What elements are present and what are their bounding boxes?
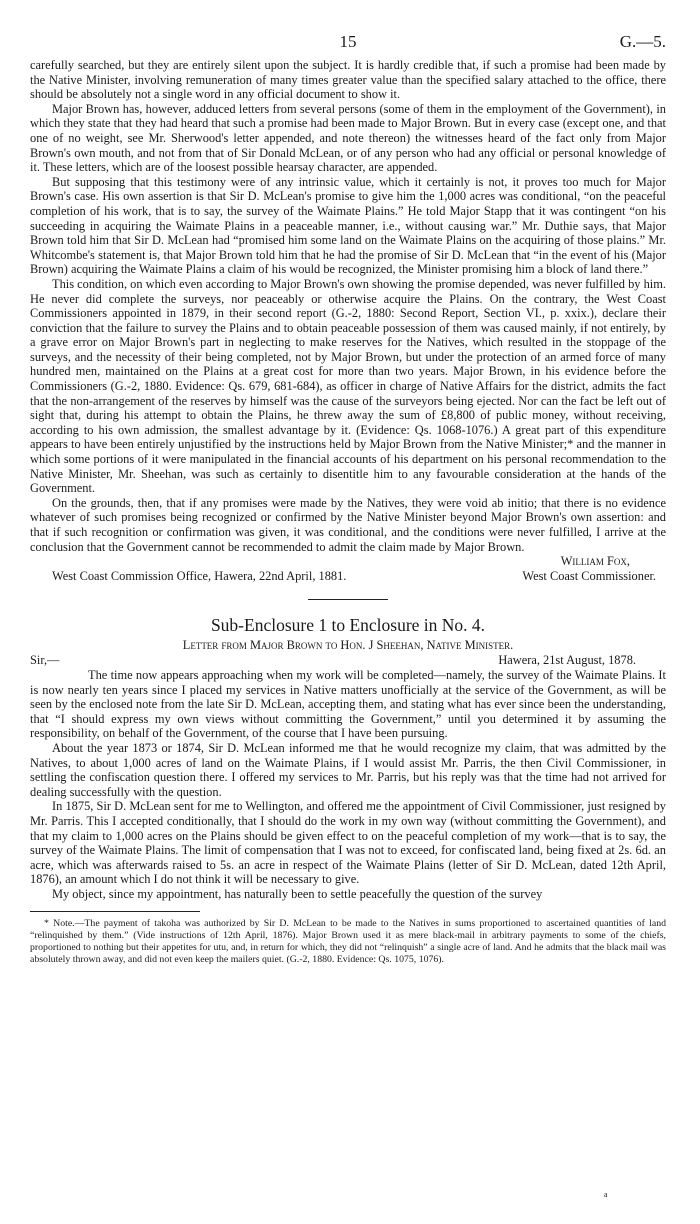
signatory-title: West Coast Commissioner. bbox=[522, 568, 656, 583]
letter-body bbox=[30, 668, 666, 902]
document-reference: G.—5. bbox=[619, 32, 666, 51]
page-number: 15 bbox=[339, 32, 357, 51]
sub-enclosure-heading: Sub-Enclosure 1 to Enclosure in No. 4. bbox=[210, 615, 486, 636]
letter-description: Letter from Major Brown to Hon. J Sheehan, Native Minister. bbox=[182, 638, 514, 653]
footnote-divider bbox=[30, 911, 200, 912]
paragraph: On the grounds, then, that if any promises were made by the Natives, they were void ab initio; that there is no evidence whatever of such promises being recognized or confirmed by the Native Minister beyond Major Brown's own assertion: and that if such recognition or confirmation was given, it was conditional, and the conditions were never fulfilled, I arrive at the conclusion that the Government cannot be recommended to admit the claim made by Major Brown. bbox=[30, 495, 666, 554]
paragraph: carefully searched, but they are entirely silent upon the subject. It is hardly credible that, if such a promise had been made by the Native Minister, involving remuneration of many times greater value than the specified salary attached to the office, there should be absolutely not a single word in any official document to show it. bbox=[30, 58, 666, 102]
letter-salutation-row bbox=[30, 653, 666, 668]
paragraph: In 1875, Sir D. McLean sent for me to Wellington, and offered me the appointment of Civil Commissioner, just resigned by Mr. Parris. This I accepted conditionally, that I should do the work in my own way (without committing the Government), and that my claim to 1,000 acres on the Plains should be given effect to on the peaceful completion of my work—that is to say, the survey of the Waimate Plains. The limit of compensation that I was not to exceed, for confiscated land, being fixed at 2s. 6d. an acre, which was afterwards raised to 5s. an acre in respect of the Waimate Plains (letter of Sir D. McLean, dated 12th April, 1876), an amount which I do not think it will be necessary to give. bbox=[30, 799, 666, 887]
paragraph: The time now appears approaching when my work will be completed—namely, the survey of the Waimate Plains. It is now nearly ten years since I placed my services in Native matters unofficially at the service of the Government, as will be seen by the enclosed note from the late Sir D. McLean, accepting them, and stating what has ever since been the understanding, that “I should express my own views without committing the Government,” until you determined it by assuming the responsibility, on behalf of the Government, of the course that I have been pursuing. bbox=[30, 667, 666, 741]
signature-line bbox=[30, 569, 666, 584]
paragraph: This condition, on which even according to Major Brown's own showing the promise depended, was never fulfilled by him. He never did complete the surveys, nor peaceably or otherwise acquire the Plains. On the contrary, the West Coast Commissioners appointed in 1879, in their second report (G.-2, 1880: Second Report, Section VI., p. xxix.), declare their conviction that the failure to survey the Plains and to obtain peaceable possession of them was caused mainly, if not entirely, by a grave error on Major Brown's part in neglecting to make reserves for the Natives, which resulted in the stoppage of the surveys, and the necessity of their being completed, not by Major Brown, but under the protection of an armed force of many hundred men, maintained on the Plains at a great cost for more than two years. Major Brown, in his evidence before the Commissioners (G.-2, 1880. Evidence: Qs. 679, 681-684), as officer in charge of Native Affairs for the district, admits the fact that the non-arrangement of the reserves by himself was the cause of the surveyors being ejected. Nor can the fact be left out of sight that, during his attempt to obtain the Plains, he threw away the sum of £8,800 of public money, without receiving, according to his own admission, the smallest advantage by it. (Evidence: Qs. 1068-1076.) A great part of this expenditure appears to have been entirely unjustified by the instructions held by Major Brown from the Native Minister;* and the manner in which some portions of it were manipulated in the financial accounts of his department on his personal recommendation to the Native Minister, Mr. Sheehan, was such as certainly to disentitle him to any favourable consideration at the hands of the Government. bbox=[30, 276, 666, 496]
paragraph: Major Brown has, however, adduced letters from several persons (some of them in the employment of the Government), in which they state that they had heard that such a promise had been made to Major Brown. But in every case (except one, and that one of no weight, see Mr. Sherwood's letter appended, and note thereon) the witnesses heard of the fact only from Major Brown's own mouth, and not from that of Sir Donald McLean, or of any person who had any official or personal knowledge of it. These letters, which are of the loosest possible hearsay character, are appended. bbox=[30, 101, 666, 175]
salutation: Sir,— bbox=[30, 653, 60, 668]
paragraph: My object, since my appointment, has naturally been to settle peacefully the question of the survey bbox=[52, 886, 543, 901]
page-header bbox=[30, 24, 666, 58]
footnote: * Note.—The payment of takoha was authorized by Sir D. McLean to be made to the Natives in sums proportioned to ascertained quantities of land “relinquished by them.” (Vide instructions of 12th April, 1876). Major Brown used it as mere black-mail in arbitrary payments to some of the chiefs, proportioned to nothing but their appetites for utu, and, in return for which, they did not “relinquish” a single acre of land. And he admits that the black mail was absolutely thrown away, and did not even keep the mailers quiet. (G.-2, 1880. Evidence: Qs. 1075, 1076). bbox=[30, 918, 666, 966]
paragraph: About the year 1873 or 1874, Sir D. McLean informed me that he would recognize my claim, that was admitted by the Natives, to about 1,000 acres of land on the Waimate Plains, if I would assist Mr. Parris, the then Civil Commissioner, in settling the confiscation question there. I offered my services to Mr. Parris, but his reply was that the time had not arrived for dealing successfully with the question. bbox=[30, 740, 666, 799]
report-body bbox=[30, 58, 666, 583]
section-divider bbox=[308, 599, 388, 600]
letter-place-date: Hawera, 21st August, 1878. bbox=[498, 653, 636, 668]
signature-place-date: West Coast Commission Office, Hawera, 22nd April, 1881. bbox=[52, 568, 347, 583]
signatory-name: William Fox, bbox=[560, 554, 630, 569]
document-page bbox=[30, 24, 666, 966]
paragraph: But supposing that this testimony were of any intrinsic value, which it certainly is not, it proves too much for Major Brown's case. His own assertion is that Sir D. McLean's promise to give him the 1,000 acres was conditional, “on the peaceful completion of his work, that is to say, the survey of the Waimate Plains.” He told Major Stapp that it was contingent “on his succeeding in acquiring the Waimate Plains in a peaceable manner, i.e., without causing war.” Mr. Duthie says, that Major Brown told him that Sir D. McLean had “promised him some land on the Waimate Plains on the acquiring of those plains.” Mr. Whitcombe's statement is, that Major Brown told him that he had the promise of Sir D. McLean that “in the event of his (Major Brown) acquiring the Waimate Plains a claim of his would be recognized, the Minister promising him a block of land there.” bbox=[30, 174, 666, 277]
corner-mark: a bbox=[604, 1190, 608, 1199]
